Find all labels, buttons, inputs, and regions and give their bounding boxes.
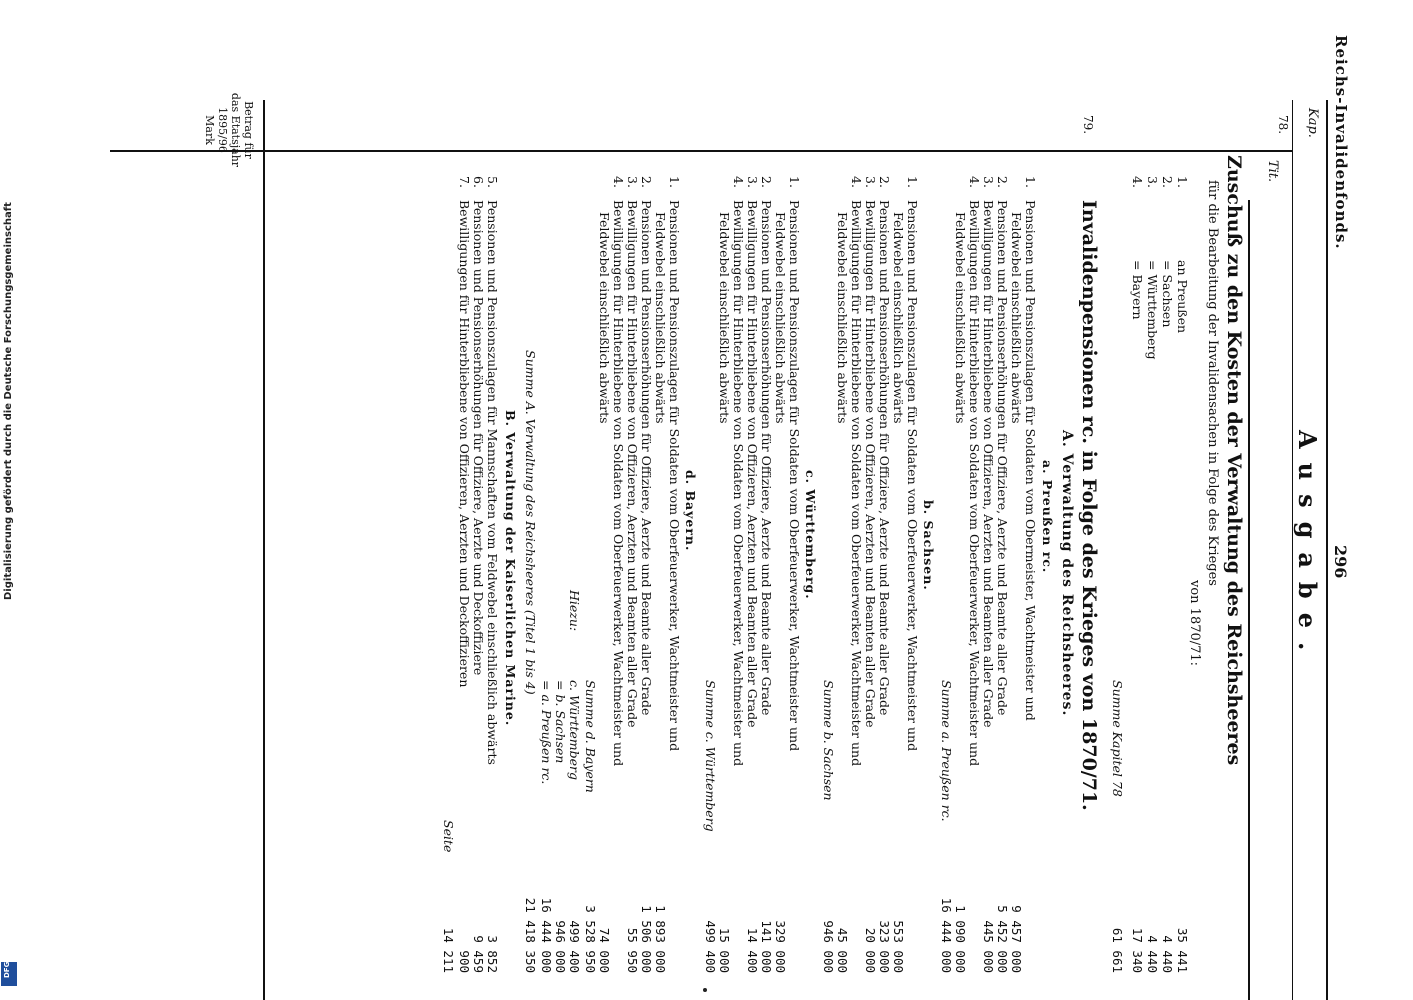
- d-tit-1: 1.: [667, 176, 682, 188]
- kap-78-row-3-text: = Württemberg: [1145, 260, 1160, 360]
- b-sum: 946 000: [821, 920, 836, 973]
- a-row-4-l1: Bewilligungen für Hinterbliebene von Soldaten vom Oberfeuerwerker, Wachtmeister und: [967, 200, 982, 767]
- kap-78-sum-label: Summe Kapitel 78: [1110, 680, 1125, 797]
- b-sum-label: Summe b. Sachsen: [821, 680, 836, 801]
- kap-78-row-4-text: = Bayern: [1130, 260, 1145, 320]
- hiezu-a-label: = a. Preußen rc.: [539, 680, 554, 785]
- subsection-c-heading: c. Württemberg.: [803, 470, 818, 600]
- rotated-ledger-page: [110, 0, 1350, 1000]
- a-row-2-l1: Pensionen und Pensionserhöhungen für Offiziere, Aerzte und Beamte aller Grade: [995, 200, 1010, 716]
- B-tit-5: 5.: [485, 176, 500, 188]
- c-row-1-amount: 329 000: [773, 920, 788, 973]
- kap-78-row-2-amount: 4 440: [1160, 935, 1175, 973]
- kap-78-row-1-amount: 35 441: [1175, 927, 1190, 973]
- kap-78-subtitle-1: für die Bearbeitung der Invalidensachen in Folge des Krieges: [1205, 180, 1220, 586]
- b-tit-3: 3.: [863, 176, 878, 188]
- hiezu-label: Hiezu:: [567, 590, 582, 632]
- d-row-1-l2: Feldwebel einschließlich abwärts: [653, 212, 668, 424]
- col-amount-header-line2: das Etatsjahr: [229, 92, 242, 168]
- dfg-logo-text: DFG: [3, 961, 11, 978]
- running-head: Reichs-Invalidenfonds.: [1332, 35, 1350, 250]
- d-tit-2: 2.: [639, 176, 654, 188]
- page-sum-label: Seite: [441, 820, 456, 853]
- a-tit-4: 4.: [967, 176, 982, 188]
- a-sum: 16 444 000: [939, 897, 954, 973]
- kap-78-tit-1: 1.: [1175, 176, 1190, 188]
- d-row-1-l1: Pensionen und Pensionszulagen für Soldaten vom Oberfeuerwerker, Wachtmeister und: [667, 200, 682, 752]
- a-row-3-l1: Bewilligungen für Hinterbliebene von Offizieren, Aerzten und Beamten aller Grade: [981, 200, 996, 728]
- subsection-b-heading: b. Sachsen.: [921, 500, 936, 591]
- d-row-2-amount: 1 506 000: [639, 905, 654, 973]
- top-rule: [1326, 100, 1328, 1000]
- subsection-d-heading: d. Bayern.: [683, 470, 698, 552]
- A-sum: 21 418 350: [523, 897, 538, 973]
- dfg-logo-icon: [1, 962, 17, 986]
- col-amount-header-line1: Betrag für: [242, 101, 255, 159]
- c-row-1-l1: Pensionen und Pensionszulagen für Soldaten vom Oberfeuerwerker, Wachtmeister und: [787, 200, 802, 752]
- b-row-2-amount: 323 000: [877, 920, 892, 973]
- d-row-4-amount: 74 000: [597, 927, 612, 973]
- kap-78-title: Zuschuß zu den Kosten der Verwaltung des Reichsheeres: [1223, 155, 1245, 766]
- tit-column-rule: [1248, 200, 1250, 1000]
- kap-78-label: 78.: [1276, 115, 1290, 135]
- a-tit-1: 1.: [1023, 176, 1038, 188]
- d-row-4-l2: Feldwebel einschließlich abwärts: [597, 212, 612, 424]
- c-sum-label: Summe c. Württemberg: [703, 680, 718, 832]
- b-row-4-l2: Feldwebel einschließlich abwärts: [835, 212, 850, 424]
- kap-78-sum: 61 661: [1110, 927, 1125, 973]
- col-kap-header: Kap.: [1305, 108, 1320, 138]
- b-row-4-l1: Bewilligungen für Hinterbliebene von Soldaten vom Oberfeuerwerker, Wachtmeister und: [849, 200, 864, 767]
- kap-78-tit-3: 3.: [1145, 176, 1160, 188]
- kap-78-row-4-amount: 17 340: [1130, 927, 1145, 973]
- header-rule: [110, 150, 1293, 152]
- c-row-3-l1: Bewilligungen für Hinterbliebene von Offizieren, Aerzten und Beamten aller Grade: [745, 200, 760, 728]
- d-row-3-amount: 55 950: [625, 927, 640, 973]
- d-row-3-l1: Bewilligungen für Hinterbliebene von Offizieren, Aerzten und Beamten aller Grade: [625, 200, 640, 728]
- page-sum: 14 211: [441, 927, 456, 973]
- c-tit-3: 3.: [745, 176, 760, 188]
- B-tit-6: 6.: [471, 176, 486, 188]
- kap-79-title: Invalidenpensionen rc. in Folge des Krieges von 1870/71.: [1078, 200, 1100, 811]
- b-tit-1: 1.: [905, 176, 920, 188]
- section-b-heading: B. Verwaltung der Kaiserlichen Marine.: [503, 410, 518, 727]
- B-row-6-amount: 9 459: [471, 935, 486, 973]
- kap-78-row-2-text: = Sachsen: [1160, 260, 1175, 328]
- a-row-1-l1: Pensionen und Pensionszulagen für Soldaten vom Obermeister, Wachtmeister und: [1023, 200, 1038, 721]
- amount-column-rule: [263, 100, 265, 1000]
- kap-78-tit-4: 4.: [1130, 176, 1145, 188]
- hiezu-a-amount: 16 444 000: [539, 897, 554, 973]
- B-row-5-amount: 3 852: [485, 935, 500, 973]
- col-tit-header: Tit.: [1265, 160, 1280, 183]
- b-row-1-l2: Feldwebel einschließlich abwärts: [891, 212, 906, 424]
- A-sum-label: Summe A. Verwaltung des Reichsheeres (Titel 1 bis 4): [523, 350, 538, 695]
- d-row-2-l1: Pensionen und Pensionserhöhungen für Offiziere, Aerzte und Beamte aller Grade: [639, 200, 654, 716]
- a-tit-3: 3.: [981, 176, 996, 188]
- section-heading: Ausgabe.: [1293, 430, 1322, 665]
- hiezu-b-amount: 946 000: [553, 920, 568, 973]
- col-amount-header: [203, 85, 255, 175]
- a-sum-label: Summe a. Preußen rc.: [939, 680, 954, 822]
- kap-78-row-3-amount: 4 440: [1145, 935, 1160, 973]
- c-tit-2: 2.: [759, 176, 774, 188]
- a-row-1-l2: Feldwebel einschließlich abwärts: [1009, 212, 1024, 424]
- a-row-4-amount: 1 090 000: [953, 905, 968, 973]
- c-row-4-l2: Feldwebel einschließlich abwärts: [717, 212, 732, 424]
- d-row-4-l1: Bewilligungen für Hinterbliebene von Soldaten vom Oberfeuerwerker, Wachtmeister und: [611, 200, 626, 767]
- b-row-2-l1: Pensionen und Pensionserhöhungen für Offiziere, Aerzte und Beamte aller Grade: [877, 200, 892, 716]
- a-tit-2: 2.: [995, 176, 1010, 188]
- b-row-3-amount: 20 000: [863, 927, 878, 973]
- c-row-4-l1: Bewilligungen für Hinterbliebene von Soldaten vom Oberfeuerwerker, Wachtmeister und: [731, 200, 746, 767]
- page-number: 296: [1331, 545, 1350, 579]
- d-row-1-amount: 1 893 000: [653, 905, 668, 973]
- kap-column-rule: [1292, 100, 1293, 1000]
- col-amount-header-line3: 1895/96: [216, 107, 229, 153]
- hiezu-c-amount: 499 400: [567, 920, 582, 973]
- a-row-2-amount: 5 452 000: [995, 905, 1010, 973]
- d-sum: 3 528 950: [583, 905, 598, 973]
- kap-79-label: 79.: [1081, 115, 1095, 135]
- c-row-3-amount: 14 400: [745, 927, 760, 973]
- hiezu-c-label: c. Württemberg: [567, 680, 582, 780]
- b-row-4-amount: 45 000: [835, 927, 850, 973]
- B-row-7-text: Bewilligungen für Hinterbliebene von Offizieren, Aerzten und Deckoffizieren: [457, 200, 472, 688]
- a-row-1-amount: 9 457 000: [1009, 905, 1024, 973]
- b-row-1-l1: Pensionen und Pensionszulagen für Soldaten vom Oberfeuerwerker, Wachtmeister und: [905, 200, 920, 752]
- kap-78-tit-2: 2.: [1160, 176, 1175, 188]
- b-tit-2: 2.: [877, 176, 892, 188]
- B-tit-7: 7.: [457, 176, 472, 188]
- b-row-3-l1: Bewilligungen für Hinterbliebene von Offizieren, Aerzten und Beamten aller Grade: [863, 200, 878, 728]
- c-row-4-amount: 15 000: [717, 927, 732, 973]
- b-row-1-amount: 553 000: [891, 920, 906, 973]
- B-row-6-text: Pensionen und Pensionserhöhungen für Offiziere, Aerzte und Deckoffiziere: [471, 200, 486, 676]
- kap-78-row-1-text: an Preußen: [1175, 260, 1190, 334]
- c-sum: 499 400: [703, 920, 718, 973]
- d-sum-label: Summe d. Bayern: [583, 680, 598, 793]
- B-row-7-amount: 900: [457, 950, 472, 973]
- c-row-1-l2: Feldwebel einschließlich abwärts: [773, 212, 788, 424]
- c-row-2-l1: Pensionen und Pensionserhöhungen für Offiziere, Aerzte und Beamte aller Grade: [759, 200, 774, 716]
- kap-78-subtitle-2: von 1870/71:: [1187, 580, 1202, 667]
- hiezu-b-label: = b. Sachsen: [553, 680, 568, 764]
- a-row-4-l2: Feldwebel einschließlich abwärts: [953, 212, 968, 424]
- col-amount-header-line4: Mark: [203, 115, 216, 145]
- c-tit-1: 1.: [787, 176, 802, 188]
- d-tit-3: 3.: [625, 176, 640, 188]
- section-a-heading: A. Verwaltung des Reichsheeres.: [1059, 430, 1075, 717]
- subsection-a-heading: a. Preußen rc.: [1040, 460, 1055, 574]
- B-row-5-text: Pensionen und Pensionszulagen für Mannschaften vom Feldwebel einschließlich abwärts: [485, 200, 500, 765]
- b-tit-4: 4.: [849, 176, 864, 188]
- digitization-notice: Digitalisierung gefördert durch die Deutsche Forschungsgemeinschaft: [3, 202, 14, 600]
- scan-speck: [703, 988, 707, 992]
- digitization-sidebar: [0, 0, 20, 1000]
- a-row-3-amount: 445 000: [981, 920, 996, 973]
- c-tit-4: 4.: [731, 176, 746, 188]
- d-tit-4: 4.: [611, 176, 626, 188]
- c-row-2-amount: 141 000: [759, 920, 774, 973]
